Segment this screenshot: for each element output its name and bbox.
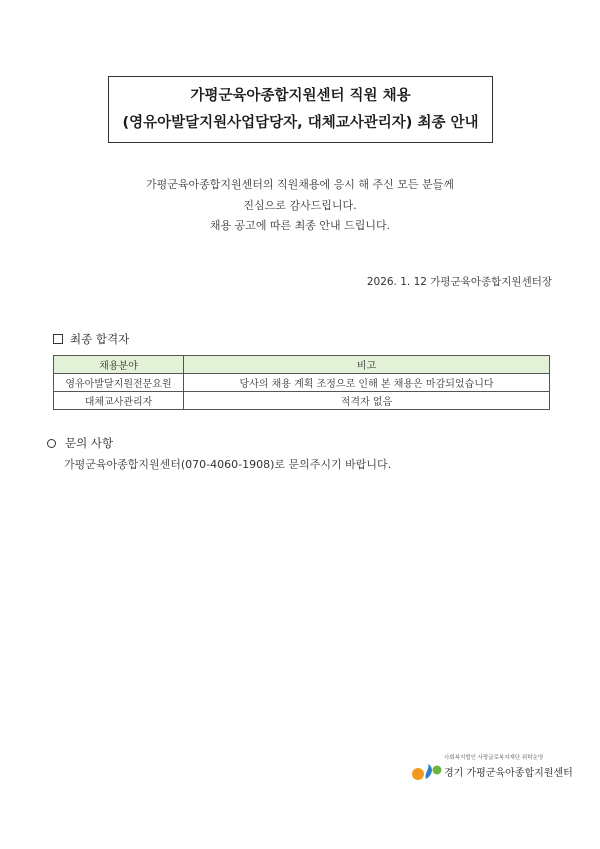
result-heading-label: 최종 합격자 [70, 332, 130, 346]
row-field-cell: 영유아발달지원전문요원 [54, 374, 184, 392]
footer-operator-note: 사회복지법인 사랑글로복지재단 위탁운영 [444, 755, 544, 761]
square-bullet-icon [53, 334, 63, 344]
intro-paragraph [0, 175, 600, 237]
column-header-note: 비고 [184, 356, 550, 374]
intro-line-2: 진심으로 감사드립니다. [243, 198, 357, 212]
title-line-2: (영유아발달지원사업담당자, 대체교사관리자) 최종 안내 [122, 114, 479, 131]
title-box [108, 76, 493, 143]
intro-line-3: 채용 공고에 따른 최종 안내 드립니다. [209, 219, 391, 232]
result-table [53, 355, 550, 410]
contact-heading-label: 문의 사항 [65, 436, 114, 450]
table-header-row [54, 356, 550, 374]
footer-organization [411, 749, 571, 785]
contact-text: 가평군육아종합지원센터(070-4060-1908)로 문의주시기 바랍니다. [64, 458, 392, 471]
footer-org-name: 경기 가평군육아종합지원센터 [444, 768, 573, 779]
row-note-cell: 당사의 채용 계획 조정으로 인해 본 채용은 마감되었습니다 [184, 374, 550, 392]
table-row [54, 392, 550, 410]
row-field-cell: 대체교사관리자 [54, 392, 184, 410]
result-section-heading [53, 331, 129, 347]
circle-bullet-icon [47, 439, 56, 448]
title-line-1: 가평군육아종합지원센터 직원 채용 [190, 87, 411, 104]
row-note-cell: 적격자 없음 [184, 392, 550, 410]
intro-line-1: 가평군육아종합지원센터의 직원채용에 응시 해 주신 모든 분들께 [146, 178, 454, 191]
date-signature: 2026. 1. 12 가평군육아종합지원센터장 [366, 276, 552, 288]
contact-heading [47, 435, 113, 451]
table-row [54, 374, 550, 392]
center-logo-icon [411, 761, 443, 783]
column-header-field: 채용분야 [54, 356, 184, 374]
